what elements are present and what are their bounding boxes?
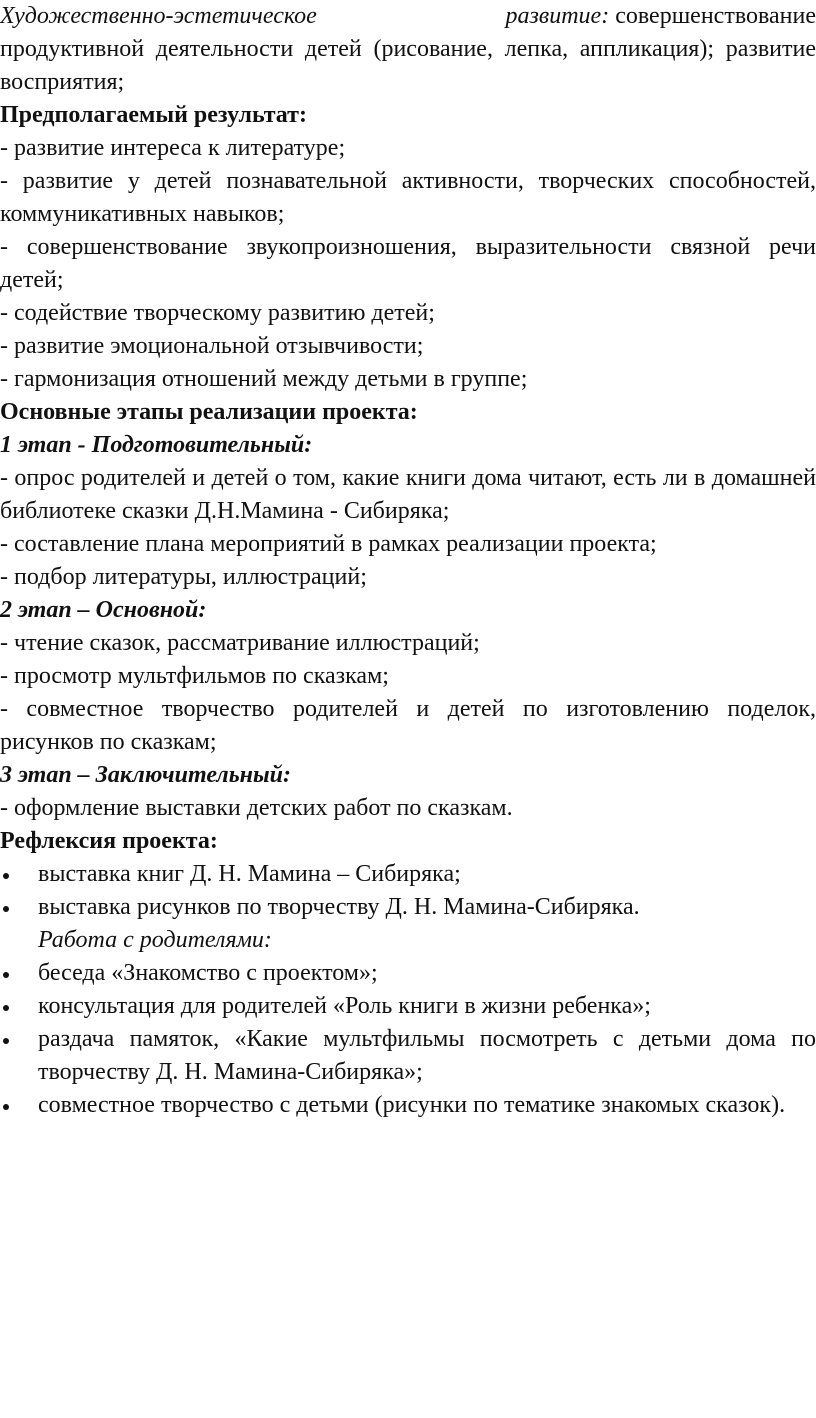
parents-item-text: раздача памяток, «Какие мультфильмы посмотреть с детьми дома по творчеству Д. Н. Мамина-Сибиряка»; (38, 1026, 816, 1085)
stage-2-item: - совместное творчество родителей и детей по изготовлению поделок, рисунков по сказкам; (0, 696, 816, 755)
reflection-list (0, 858, 816, 924)
parents-work-label: Работа с родителями: (38, 927, 272, 953)
intro-text: продуктивной деятельности детей (рисование, лепка, аппликация); развитие восприятия; (0, 36, 816, 95)
reflection-item-text: выставка рисунков по творчеству Д. Н. Мамина-Сибиряка. (38, 894, 640, 920)
stage-1-item: - подбор литературы, иллюстраций; (0, 564, 367, 590)
stage-1-item: - составление плана мероприятий в рамках реализации проекта; (0, 531, 657, 557)
stage-2-item: - чтение сказок, рассматривание иллюстраций; (0, 630, 480, 656)
expected-result-item: - развитие у детей познавательной активности, творческих способностей, коммуникативных навыков; (0, 168, 816, 227)
expected-result-item: - содействие творческому развитию детей; (0, 300, 435, 326)
bullet-icon (3, 873, 9, 879)
reflection-heading: Рефлексия проекта: (0, 828, 218, 854)
list-item (0, 858, 816, 891)
stage-1-title: 1 этап - Подготовительный: (0, 432, 313, 458)
expected-result-item: - развитие эмоциональной отзывчивости; (0, 333, 424, 359)
intro-text-start: совершенствование (615, 3, 816, 29)
expected-result-item: - совершенствование звукопроизношения, выразительности связной речи детей; (0, 234, 816, 293)
stage-3-item: - оформление выставки детских работ по сказкам. (0, 795, 513, 821)
list-item (0, 957, 816, 990)
expected-result-item: - развитие интереса к литературе; (0, 135, 346, 161)
parents-item-text: беседа «Знакомство с проектом»; (38, 960, 378, 986)
intro-first-line (0, 0, 816, 33)
stage-3-title: 3 этап – Заключительный: (0, 762, 291, 788)
list-item (0, 1089, 816, 1122)
stage-1-item: - опрос родителей и детей о том, какие книги дома читают, есть ли в домашней библиотеке сказки Д.Н.Мамина - Сибиряка; (0, 465, 816, 524)
reflection-item-text: выставка книг Д. Н. Мамина – Сибиряка; (38, 861, 461, 887)
bullet-icon (3, 1104, 9, 1110)
bullet-icon (3, 972, 9, 978)
parents-item-text: совместное творчество с детьми (рисунки по тематике знакомых сказок). (38, 1092, 786, 1118)
intro-label-continued: развитие: (505, 3, 610, 29)
bullet-icon (3, 906, 9, 912)
bullet-icon (3, 1005, 9, 1011)
list-item (0, 990, 816, 1023)
stage-2-title: 2 этап – Основной: (0, 597, 207, 623)
intro-label: Художественно-эстетическое (0, 3, 317, 29)
stage-2-item: - просмотр мультфильмов по сказкам; (0, 663, 389, 689)
expected-result-heading: Предполагаемый результат: (0, 102, 307, 128)
list-item (0, 891, 816, 924)
bullet-icon (3, 1038, 9, 1044)
stages-heading: Основные этапы реализации проекта: (0, 399, 418, 425)
parents-work-list (0, 957, 816, 1122)
parents-item-text: консультация для родителей «Роль книги в жизни ребенка»; (38, 993, 651, 1019)
list-item (0, 1023, 816, 1089)
expected-result-item: - гармонизация отношений между детьми в группе; (0, 366, 528, 392)
